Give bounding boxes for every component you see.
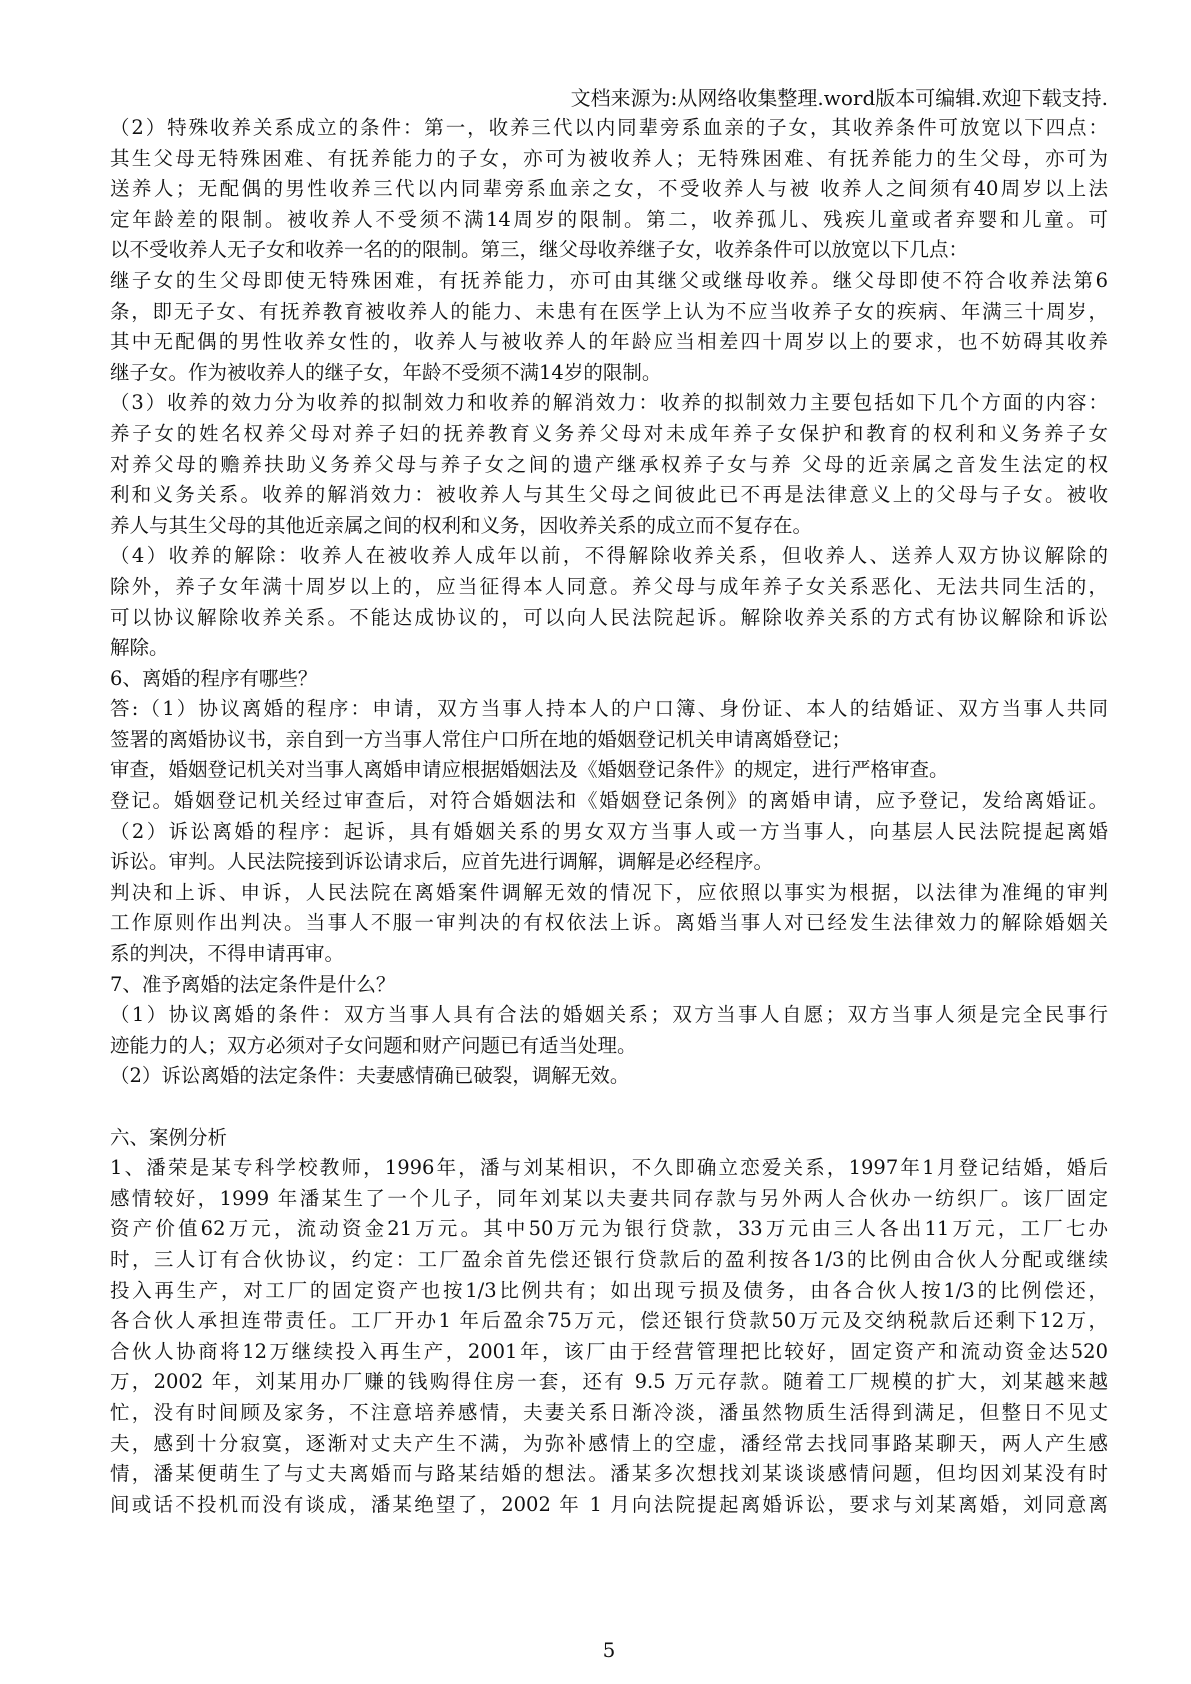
text-line: [110, 1092, 1108, 1123]
text-line: 签署的离婚协议书，亲自到一方当事人常住户口所在地的婚姻登记机关申请离婚登记；: [110, 727, 852, 751]
page-number: 5: [602, 1638, 616, 1662]
text-line: 系的判决，不得申请再审。: [110, 942, 345, 966]
text-line: 7、准予离婚的法定条件是什么？: [110, 972, 396, 996]
text-line: （3）收养的效力分为收养的拟制效力和收养的解消效力：收养的拟制效力主要包括如下几个方面的内容：: [110, 391, 1108, 415]
text-line: 登记。婚姻登记机关经过审查后，对符合婚姻法和《婚姻登记条例》的离婚申请，应予登记，发给离婚证。: [110, 789, 1108, 813]
text-line: 答:（1）协议离婚的程序：申请，双方当事人持本人的户口簿、身份证、本人的结婚证、双方当事人共同: [110, 697, 1108, 721]
text-line: 对养父母的赡养扶助义务养父母与养子女之间的遗产继承权养子女与养 父母的近亲属之音发生法定的权: [110, 452, 1108, 476]
text-line: 1、潘荣是某专科学校教师，1996年，潘与刘某相识，不久即确立恋爱关系，1997年1月登记结婚，婚后: [110, 1156, 1108, 1180]
text-line: （1）协议离婚的条件：双方当事人具有合法的婚姻关系；双方当事人自愿；双方当事人须是完全民事行: [110, 1003, 1108, 1027]
text-line: 感情较好，1999 年潘某生了一个儿子，同年刘某以夫妻共同存款与另外两人合伙办一纺织厂。该厂固定: [110, 1186, 1108, 1210]
text-line: 判决和上诉、申诉，人民法院在离婚案件调解无效的情况下，应依照以事实为根据，以法律为准绳的审判: [110, 880, 1108, 904]
text-line: 除外，养子女年满十周岁以上的，应当征得本人同意。养父母与成年养子女关系恶化、无法共同生活的，: [110, 574, 1108, 598]
document-body: [110, 113, 1108, 1520]
text-line: 时，三人订有合伙协议，约定：工厂盈余首先偿还银行贷款后的盈利按各1/3的比例由合伙人分配或继续: [110, 1247, 1108, 1271]
text-line: 迹能力的人；双方必须对子女问题和财产问题已有适当处理。: [110, 1033, 637, 1057]
text-line: 养人与其生父母的其他近亲属之间的权利和义务，因收养关系的成立而不复存在。: [110, 513, 813, 537]
text-line: （2）特殊收养关系成立的条件：第一，收养三代以内同辈旁系血亲的子女，其收养条件可放宽以下四点：: [110, 116, 1108, 139]
source-note: 文档来源为:从网络收集整理.word版本可编辑.欢迎下载支持.: [570, 86, 1108, 110]
text-line: 情，潘某便萌生了与丈夫离婚而与路某结婚的想法。潘某多次想找刘某谈谈感情问题，但均因刘某没有时: [110, 1462, 1108, 1486]
text-line: 合伙人协商将12万继续投入再生产，2001年，该厂由于经营管理把比较好，固定资产和流动资金达520: [110, 1339, 1108, 1363]
text-line: 夫，感到十分寂寞，逐渐对丈夫产生不满，为弥补感情上的空虚，潘经常去找同事路某聊天，两人产生感: [110, 1431, 1108, 1455]
document-page: [110, 0, 1108, 1684]
text-line: 万，2002 年，刘某用办厂赚的钱购得住房一套，还有 9.5 万元存款。随着工厂规模的扩大，刘某越来越: [110, 1370, 1108, 1394]
text-line: 间或话不投机而没有谈成，潘某绝望了，2002 年 1 月向法院提起离婚诉讼，要求与刘某离婚，刘同意离: [110, 1492, 1108, 1516]
text-line: 定年龄差的限制。被收养人不受须不满14周岁的限制。第二，收养孤儿、残疾儿童或者弃婴和儿童。可: [110, 207, 1108, 231]
text-line: 其中无配偶的男性收养女性的，收养人与被收养人的年龄应当相差四十周岁以上的要求，也不妨碍其收养: [110, 330, 1108, 354]
text-line: 解除。: [110, 636, 169, 660]
text-line: 投入再生产，对工厂的固定资产也按1/3比例共有；如出现亏损及债务，由各合伙人按1/3的比例偿还，: [110, 1278, 1108, 1302]
text-line: 6、离婚的程序有哪些？: [110, 666, 318, 690]
text-line: 审查，婚姻登记机关对当事人离婚申请应根据婚姻法及《婚姻登记条件》的规定，进行严格审查。: [110, 758, 949, 782]
text-line: 继子女。作为被收养人的继子女，年龄不受须不满14岁的限制。: [110, 360, 662, 384]
text-line: 其生父母无特殊困难、有抚养能力的子女，亦可为被收养人；无特殊困难、有抚养能力的生父母，亦可为: [110, 146, 1108, 170]
text-line: 利和义务关系。收养的解消效力：被收养人与其生父母之间彼此已不再是法律意义上的父母与子女。被收: [110, 483, 1108, 507]
text-line: 养子女的姓名权养父母对养子妇的抚养教育义务养父母对未成年养子女保护和教育的权利和义务养子女: [110, 421, 1108, 445]
text-line: 送养人；无配偶的男性收养三代以内同辈旁系血亲之女，不受收养人与被 收养人之间须有40周岁以上法: [110, 177, 1108, 201]
text-line: 工作原则作出判决。当事人不服一审判决的有权依法上诉。离婚当事人对已经发生法律效力的解除婚姻关: [110, 911, 1108, 935]
text-line: 六、案例分析: [110, 1125, 228, 1149]
text-line: 以不受收养人无子女和收养一名的的限制。第三，继父母收养继子女，收养条件可以放宽以下几点：: [110, 238, 969, 262]
text-line: （4）收养的解除：收养人在被收养人成年以前，不得解除收养关系，但收养人、送养人双方协议解除的: [110, 544, 1108, 568]
text-line: 继子女的生父母即使无特殊困难，有抚养能力，亦可由其继父或继母收养。继父母即使不符合收养法第6: [110, 268, 1108, 292]
text-line: 可以协议解除收养关系。不能达成协议的，可以向人民法院起诉。解除收养关系的方式有协议解除和诉讼: [110, 605, 1108, 629]
text-line: 诉讼。审判。人民法院接到诉讼请求后，应首先进行调解，调解是必经程序。: [110, 850, 774, 874]
text-line: 资产价值62万元，流动资金21万元。其中50万元为银行贷款，33万元由三人各出11万元，工厂七办: [110, 1217, 1108, 1241]
text-line: 各合伙人承担连带责任。工厂开办1 年后盈余75万元，偿还银行贷款50万元及交纳税款后还剩下12万，: [110, 1309, 1108, 1333]
text-line: （2）诉讼离婚的法定条件：夫妻感情确已破裂，调解无效。: [110, 1064, 630, 1088]
text-line: 条，即无子女、有抚养教育被收养人的能力、未患有在医学上认为不应当收养子女的疾病、年满三十周岁，: [110, 299, 1108, 323]
text-line: 忙，没有时间顾及家务，不注意培养感情，夫妻关系日渐冷淡，潘虽然物质生活得到满足，但整日不见丈: [110, 1400, 1108, 1424]
text-line: （2）诉讼离婚的程序：起诉，具有婚姻关系的男女双方当事人或一方当事人，向基层人民法院提起离婚: [110, 819, 1108, 843]
